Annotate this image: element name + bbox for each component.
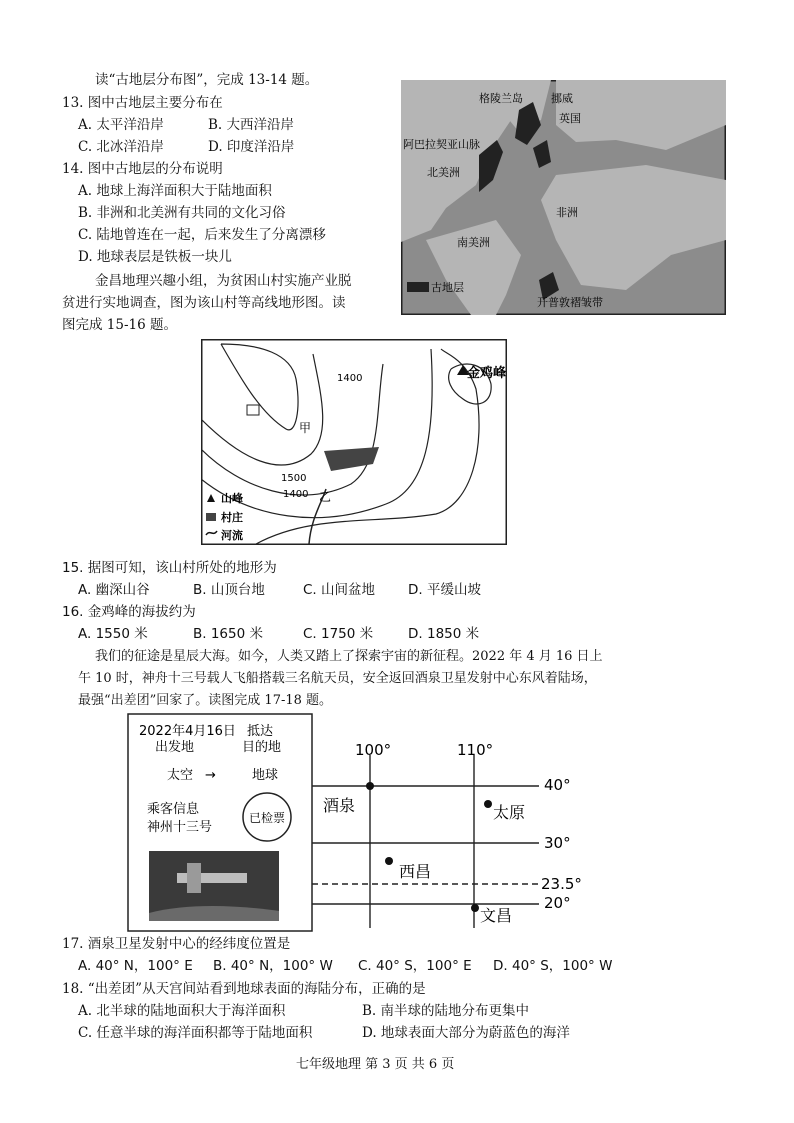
intro-17-18-line1: 我们的征途是星辰大海。如今，人类又踏上了探索宇宙的新征程。2022 年 4 月 16 日上: [95, 649, 603, 664]
q18-option-d[interactable]: D. 地球表面大部分为蔚蓝色的海洋: [362, 1025, 570, 1041]
ancient-strata-map: [401, 80, 726, 315]
contour-map: [201, 339, 507, 545]
q17-option-d[interactable]: D. 40° S，100° W: [493, 958, 613, 974]
label-wenchang: 文昌: [480, 906, 513, 925]
intro-17-18-line3: 最强“出差团”回家了。读图完成 17-18 题。: [78, 693, 333, 708]
q15-option-a[interactable]: A. 幽深山谷: [78, 582, 150, 598]
label-taiyuan: 太原: [493, 803, 526, 822]
intro-15-16-line3: 图完成 15-16 题。: [62, 317, 178, 333]
ticket-arrow: →: [205, 768, 216, 783]
q16-option-c[interactable]: C. 1750 米: [303, 626, 374, 642]
q17-option-a[interactable]: A. 40° N，100° E: [78, 958, 193, 974]
point-xichang: [385, 857, 393, 865]
q13-option-a[interactable]: A. 太平洋沿岸: [78, 117, 164, 133]
q17-option-c[interactable]: C. 40° S，100° E: [358, 958, 472, 974]
label-norway: 挪威: [551, 92, 573, 105]
q16-option-a[interactable]: A. 1550 米: [78, 626, 148, 642]
ticket-date: 2022年4月16日: [139, 724, 236, 739]
ticket-stamp-label: 已检票: [248, 811, 286, 825]
contour-label-1400a: 1400: [337, 373, 363, 384]
q15-option-b[interactable]: B. 山顶台地: [193, 582, 265, 598]
q14-option-a[interactable]: A. 地球上海洋面积大于陆地面积: [78, 183, 272, 199]
village-symbol: [247, 405, 259, 415]
label-uk: 英国: [559, 112, 581, 125]
legend-peak-label: 山峰: [221, 492, 243, 505]
q18-option-c[interactable]: C. 任意半球的海洋面积都等于陆地面积: [78, 1025, 313, 1041]
legend-village-icon: [206, 513, 216, 521]
point-jiuquan: [366, 782, 374, 790]
ticket-depart-label: 出发地: [155, 740, 195, 755]
q18-option-b[interactable]: B. 南半球的陆地分布更集中: [362, 1003, 530, 1019]
q14-option-d[interactable]: D. 地球表层是铁板一块儿: [78, 249, 232, 265]
legend-strata-swatch: [407, 282, 429, 292]
lon-label-110: 110°: [457, 741, 494, 759]
peak-label: 金鸡峰: [467, 366, 507, 381]
q15-option-c[interactable]: C. 山间盆地: [303, 582, 376, 598]
q15-option-d[interactable]: D. 平缓山坡: [408, 582, 481, 598]
q13-option-b[interactable]: B. 大西洋沿岸: [208, 117, 295, 133]
ticket-arrive-label: 目的地: [242, 740, 282, 755]
q17-option-b[interactable]: B. 40° N，100° W: [213, 958, 333, 974]
point-yi: 乙: [319, 490, 332, 504]
q16-option-d[interactable]: D. 1850 米: [408, 626, 480, 642]
q18-stem: 18. “出差团”从天宫间站看到地球表面的海陆分布，正确的是: [62, 981, 426, 997]
lon-label-100: 100°: [355, 741, 392, 759]
q13-option-c[interactable]: C. 北冰洋沿岸: [78, 139, 164, 155]
point-jia: 甲: [299, 421, 312, 435]
q14-option-c[interactable]: C. 陆地曾连在一起，后来发生了分离漂移: [78, 227, 326, 243]
q13-stem: 13. 图中古地层主要分布在: [62, 95, 223, 111]
lat-label-30: 30°: [544, 834, 571, 852]
ticket-ship: 神州十三号: [147, 820, 213, 835]
intro-15-16-line1: 金昌地理兴趣小组，为贫困山村实施产业脱: [95, 273, 352, 289]
ticket-from: 太空: [167, 768, 194, 783]
lat-label-23-5: 23.5°: [541, 875, 582, 893]
contour-label-1500: 1500: [281, 473, 307, 484]
q14-stem: 14. 图中古地层的分布说明: [62, 161, 223, 177]
label-south-america: 南美洲: [457, 236, 490, 249]
label-cape: 开普敦褶皱带: [537, 296, 603, 309]
q13-option-d[interactable]: D. 印度洋沿岸: [208, 139, 295, 155]
contour-label-1400b: 1400: [283, 489, 309, 500]
label-jiuquan: 酒泉: [323, 796, 356, 815]
page-footer: 七年级地理 第 3 页 共 6 页: [296, 1057, 455, 1072]
intro-13-14: 读“古地层分布图”，完成 13-14 题。: [95, 72, 319, 88]
point-taiyuan: [484, 800, 492, 808]
q16-option-b[interactable]: B. 1650 米: [193, 626, 263, 642]
label-north-america: 北美洲: [427, 166, 460, 179]
legend-strata-label: 古地层: [431, 281, 464, 294]
point-wenchang: [471, 904, 479, 912]
lat-label-20: 20°: [544, 894, 571, 912]
legend-river-label: 河流: [221, 529, 243, 542]
ticket-passenger: 乘客信息: [147, 802, 200, 817]
intro-15-16-line2: 贫进行实地调查，图为该山村等高线地形图。读: [62, 295, 346, 311]
q14-option-b[interactable]: B. 非洲和北美洲有共同的文化习俗: [78, 205, 286, 221]
spaceship-photo-detail: [187, 863, 201, 893]
intro-17-18-line2: 午 10 时，神舟十三号载人飞船搭载三名航天员，安全返回酒泉卫星发射中心东风着陆场，: [78, 671, 597, 686]
label-greenland: 格陵兰岛: [479, 92, 523, 105]
ticket-and-grid: [127, 713, 587, 933]
q16-stem: 16. 金鸡峰的海拔约为: [62, 604, 196, 620]
q17-stem: 17. 酒泉卫星发射中心的经纬度位置是: [62, 936, 291, 952]
label-xichang: 西昌: [399, 862, 432, 881]
lat-label-40: 40°: [544, 776, 571, 794]
q18-option-a[interactable]: A. 北半球的陆地面积大于海洋面积: [78, 1003, 286, 1019]
label-africa: 非洲: [556, 206, 578, 219]
q15-stem: 15. 据图可知，该山村所处的地形为: [62, 560, 277, 576]
ticket-arrive-top: 抵达: [247, 724, 274, 739]
ticket-to: 地球: [252, 768, 279, 783]
label-appalachian: 阿巴拉契亚山脉: [403, 138, 480, 151]
legend-village-label: 村庄: [221, 511, 243, 524]
